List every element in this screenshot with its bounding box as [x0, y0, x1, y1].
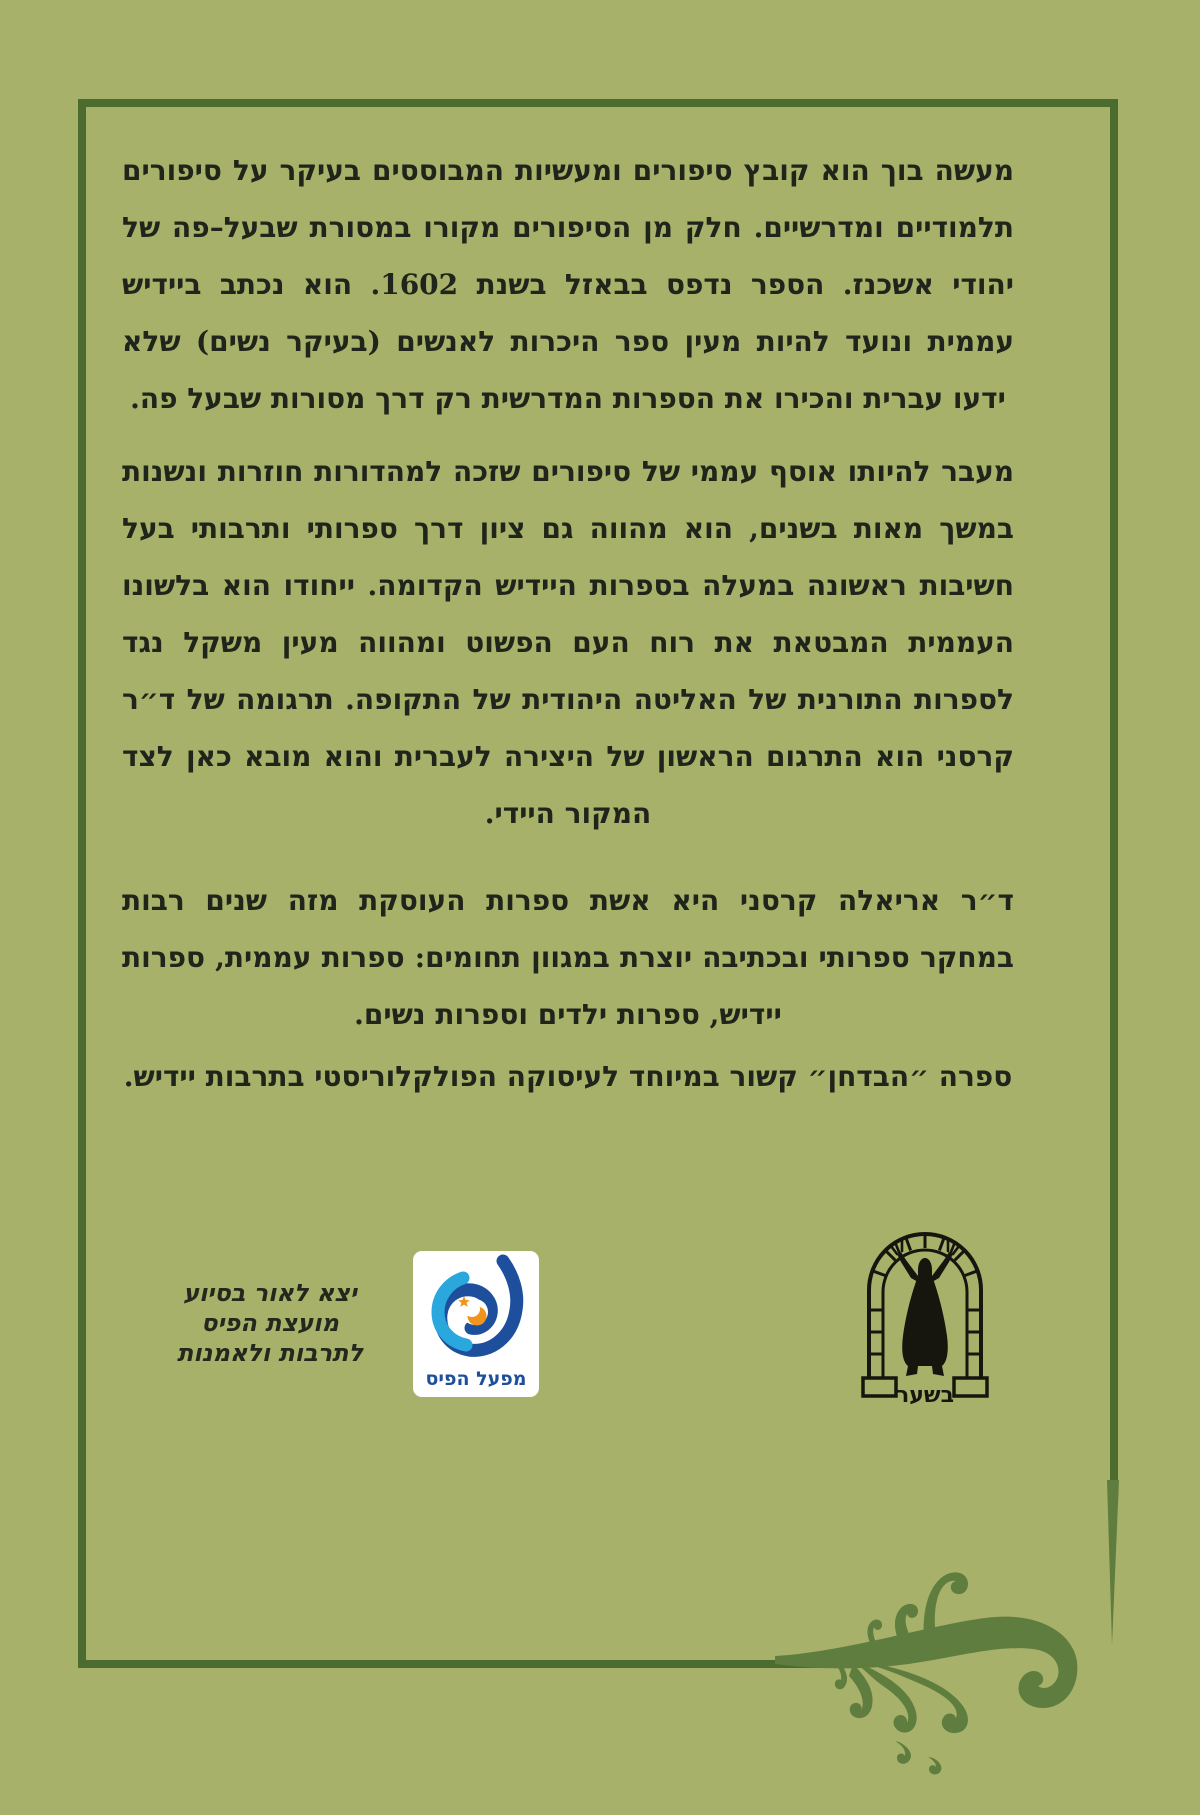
- frame-border-bottom: [78, 1660, 830, 1668]
- mifal-hapais-logo: [413, 1251, 539, 1397]
- back-cover-blurb: [122, 142, 1014, 1105]
- paragraph-literary-significance: מעבר להיותו אוסף עממי של סיפורים שזכה למהדורות חוזרות ונשנות במשך מאות בשנים, הוא מהווה גם ציון דרך ספרותי ותרבותי בעל חשיבות ראשונה במעלה בספרות היידיש הקדומה. ייחודו הוא בלשונו העממית המבטאת את רוח העם הפשוט ומהווה מעין משקל נגד לספרות התורנית של האליטה היהודית של התקופה. תרגומה של ד״ר קרסני הוא התרגום הראשון של היצירה לעברית והוא מובא כאן לצד המקור היידי.: [122, 455, 1015, 830]
- frame-border-top: [78, 99, 1118, 107]
- credit-line-3: לתרבות ולאמנות: [176, 1338, 364, 1367]
- figure-icon: [891, 1241, 959, 1376]
- pais-logo-label: מפעל הפיס: [425, 1368, 527, 1390]
- paragraph-author-previous-book: ספרה ״הבדחן״ קשור במיוחד לעיסוקה הפולקלוריסטי בתרבות יידיש.: [123, 1060, 1013, 1093]
- publisher-logo-bashaar: [861, 1218, 989, 1414]
- paragraph-author-bio: ד״ר אריאלה קרסני היא אשת ספרות העוסקת מזה שנים רבות במחקר ספרותי ובכתיבה יוצרת במגוון תחומים: ספרות עממית, ספרות יידיש, ספרות ילדים וספרות נשים.: [122, 884, 1014, 1031]
- credit-line-2: מועצת הפיס: [201, 1308, 339, 1337]
- credit-line-1: יצא לאור בסיוע: [183, 1278, 357, 1307]
- flourish-ornament: [775, 1480, 1120, 1780]
- paragraph-book-description: מעשה בוך הוא קובץ סיפורים ומעשיות המבוססים בעיקר על סיפורים תלמודיים ומדרשיים. חלק מן הסיפורים מקורו במסורת שבעל–פה של יהודי אשכנז. הספר נדפס בבאזל בשנת 1602. הוא נכתב ביידיש עממית ונועד להיות מעין ספר היכרות לאנשים (בעיקר נשים) שלא ידעו עברית והכירו את הספרות המדרשית רק דרך מסורות שבעל פה.: [122, 154, 1015, 415]
- frame-border-left: [78, 99, 86, 1668]
- funding-credit: [158, 1278, 382, 1368]
- publisher-logo-label: בשער: [896, 1383, 954, 1408]
- frame-border-right: [1110, 99, 1118, 1491]
- flourish-swirls-icon: [775, 1480, 1119, 1774]
